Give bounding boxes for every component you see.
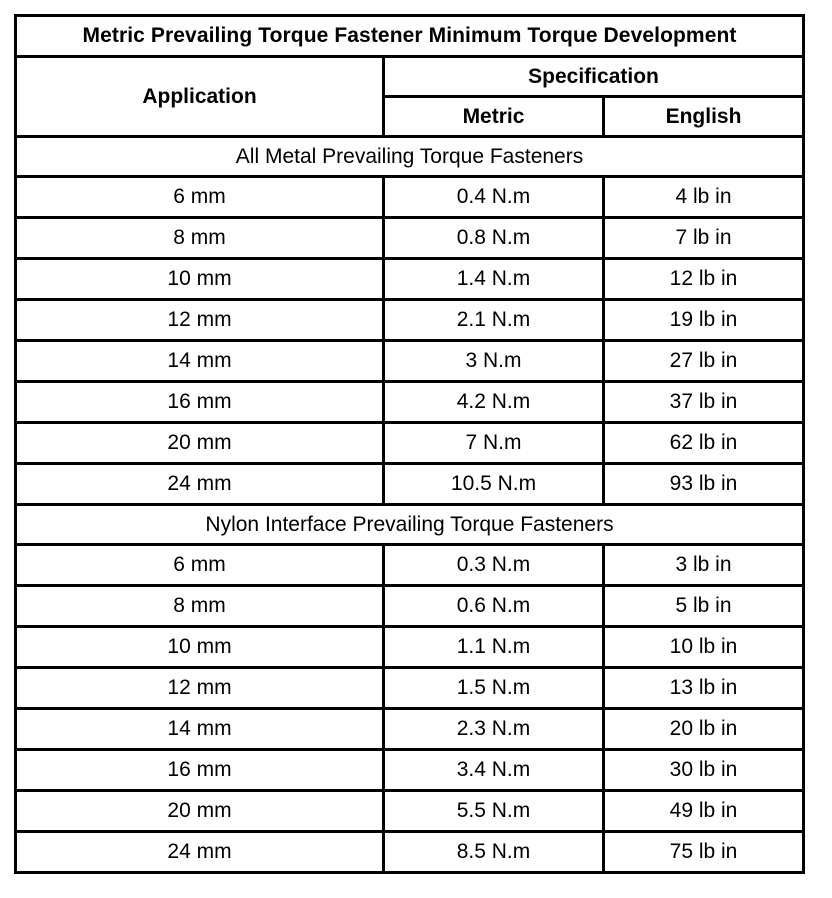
specification-header: Specification	[384, 57, 804, 97]
table-row	[16, 341, 804, 382]
english-cell: 12 lb in	[604, 259, 804, 300]
english-cell: 30 lb in	[604, 750, 804, 791]
application-cell: 20 mm	[16, 791, 384, 832]
application-cell: 10 mm	[16, 627, 384, 668]
application-header: Application	[16, 57, 384, 137]
metric-cell: 5.5 N.m	[384, 791, 604, 832]
table-title: Metric Prevailing Torque Fastener Minimum Torque Development	[16, 16, 804, 57]
english-cell: 62 lb in	[604, 423, 804, 464]
application-cell: 10 mm	[16, 259, 384, 300]
metric-cell: 0.8 N.m	[384, 218, 604, 259]
application-cell: 8 mm	[16, 586, 384, 627]
english-cell: 10 lb in	[604, 627, 804, 668]
english-cell: 49 lb in	[604, 791, 804, 832]
metric-cell: 0.6 N.m	[384, 586, 604, 627]
english-cell: 27 lb in	[604, 341, 804, 382]
application-cell: 6 mm	[16, 177, 384, 218]
table-row	[16, 586, 804, 627]
metric-cell: 1.4 N.m	[384, 259, 604, 300]
table-row	[16, 177, 804, 218]
metric-cell: 4.2 N.m	[384, 382, 604, 423]
torque-spec-table	[14, 14, 805, 874]
application-cell: 14 mm	[16, 709, 384, 750]
section-label: All Metal Prevailing Torque Fasteners	[16, 137, 804, 177]
table-row	[16, 750, 804, 791]
metric-cell: 2.1 N.m	[384, 300, 604, 341]
metric-cell: 8.5 N.m	[384, 832, 604, 873]
english-cell: 4 lb in	[604, 177, 804, 218]
english-cell: 3 lb in	[604, 545, 804, 586]
english-cell: 20 lb in	[604, 709, 804, 750]
table-row	[16, 259, 804, 300]
table-row	[16, 627, 804, 668]
metric-cell: 2.3 N.m	[384, 709, 604, 750]
english-cell: 37 lb in	[604, 382, 804, 423]
table-row	[16, 832, 804, 873]
application-cell: 6 mm	[16, 545, 384, 586]
application-cell: 12 mm	[16, 300, 384, 341]
table-row	[16, 545, 804, 586]
english-cell: 19 lb in	[604, 300, 804, 341]
application-cell: 24 mm	[16, 832, 384, 873]
metric-cell: 1.1 N.m	[384, 627, 604, 668]
english-cell: 75 lb in	[604, 832, 804, 873]
english-header: English	[604, 97, 804, 137]
table-row	[16, 300, 804, 341]
application-cell: 16 mm	[16, 382, 384, 423]
metric-cell: 10.5 N.m	[384, 464, 604, 505]
table-row	[16, 791, 804, 832]
application-cell: 8 mm	[16, 218, 384, 259]
application-cell: 16 mm	[16, 750, 384, 791]
metric-cell: 7 N.m	[384, 423, 604, 464]
section-row	[16, 137, 804, 177]
metric-cell: 3.4 N.m	[384, 750, 604, 791]
application-cell: 20 mm	[16, 423, 384, 464]
table-row	[16, 382, 804, 423]
application-cell: 14 mm	[16, 341, 384, 382]
english-cell: 93 lb in	[604, 464, 804, 505]
metric-header: Metric	[384, 97, 604, 137]
table-row	[16, 218, 804, 259]
table-row	[16, 709, 804, 750]
english-cell: 7 lb in	[604, 218, 804, 259]
application-cell: 12 mm	[16, 668, 384, 709]
section-label: Nylon Interface Prevailing Torque Fasteners	[16, 505, 804, 545]
table-row	[16, 423, 804, 464]
section-row	[16, 505, 804, 545]
metric-cell: 3 N.m	[384, 341, 604, 382]
metric-cell: 0.4 N.m	[384, 177, 604, 218]
table-row	[16, 464, 804, 505]
english-cell: 5 lb in	[604, 586, 804, 627]
table-row	[16, 668, 804, 709]
metric-cell: 0.3 N.m	[384, 545, 604, 586]
english-cell: 13 lb in	[604, 668, 804, 709]
application-cell: 24 mm	[16, 464, 384, 505]
metric-cell: 1.5 N.m	[384, 668, 604, 709]
